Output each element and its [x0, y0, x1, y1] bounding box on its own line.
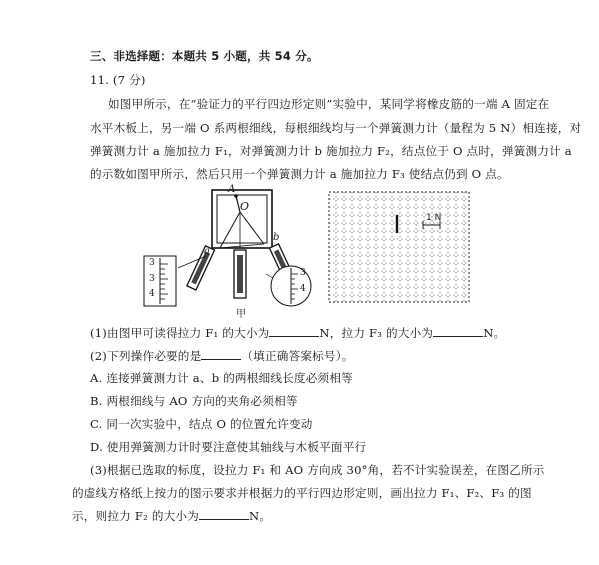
scale-left-label-1: 3 — [149, 258, 155, 268]
q1-blank-f3[interactable] — [433, 326, 483, 337]
stem-line-2: 水平木板上，另一端 O 系两根细线，每根细线均与一个弹簧测力计（量程为 5 N）相连接，对 — [90, 121, 582, 135]
q1-blank-f1[interactable] — [269, 326, 319, 337]
label-A: A — [228, 184, 236, 195]
q3-line-3 — [72, 508, 271, 524]
figure-jia-caption: 甲 — [236, 309, 247, 320]
question-number: 11. (7 分) — [90, 73, 146, 87]
q3-blank-f2[interactable] — [199, 509, 249, 520]
q3-last-suffix: N。 — [249, 509, 272, 523]
scale-right-label-1: 3 — [300, 268, 306, 278]
label-O: O — [240, 200, 250, 213]
dotted-grid — [328, 191, 470, 303]
q2-blank[interactable] — [201, 349, 241, 360]
section-header: 三、非选择题：本题共 5 小题，共 54 分。 — [90, 49, 319, 63]
q3-last-prefix: 示，则拉力 F₂ 的大小为 — [72, 509, 200, 523]
q2-stem-prefix: (2)下列操作必要的是 — [90, 349, 202, 363]
q2-stem — [90, 348, 354, 364]
q1-line — [90, 325, 505, 341]
q2-option-c: C. 同一次实验中，结点 O 的位置允许变动 — [90, 417, 313, 431]
unit-label-1N: 1 N — [426, 213, 442, 223]
q2-stem-suffix: （填正确答案标号）。 — [241, 349, 354, 363]
q2-option-a: A. 连接弹簧测力计 a、b 的两根细线长度必须相等 — [90, 371, 353, 385]
q1-mid: N，拉力 F₃ 的大小为 — [319, 326, 434, 340]
q2-option-d: D. 使用弹簧测力计时要注意使其轴线与木板平面平行 — [90, 440, 367, 454]
figure-yi — [328, 191, 470, 303]
label-b: b — [273, 232, 280, 243]
scale-left-label-3: 4 — [149, 289, 155, 299]
label-a: a — [204, 246, 210, 257]
figure-jia — [140, 186, 330, 321]
q1-suffix: N。 — [483, 326, 506, 340]
q1-prefix: (1)由图甲可读得拉力 F₁ 的大小为 — [90, 326, 270, 340]
stem-line-3: 弹簧测力计 a 施加拉力 F₁，对弹簧测力计 b 施加拉力 F₂，结点位于 O 点时，弹簧测力计 a — [90, 144, 572, 158]
q3-line-1: (3)根据已选取的标度，设拉力 F₁ 和 AO 方向成 30°角，若不计实验误差，在图乙所示 — [90, 463, 545, 477]
stem-line-1: 如图甲所示，在“验证力的平行四边形定则”实验中，某同学将橡皮筋的一端 A 固定在 — [108, 97, 550, 111]
scale-right-label-2: 4 — [300, 284, 306, 294]
scale-left-label-2: 3 — [149, 274, 155, 284]
q2-option-b: B. 两根细线与 AO 方向的夹角必须相等 — [90, 394, 298, 408]
stem-line-4: 的示数如图甲所示，然后只用一个弹簧测力计 a 施加拉力 F₃ 使结点仍到 O 点。 — [90, 167, 509, 181]
q3-line-2: 的虚线方格纸上按力的图示要求并根据力的平行四边形定则，画出拉力 F₁、F₂、F₃ 的图 — [72, 486, 532, 500]
figure-jia-drawing — [140, 186, 330, 321]
